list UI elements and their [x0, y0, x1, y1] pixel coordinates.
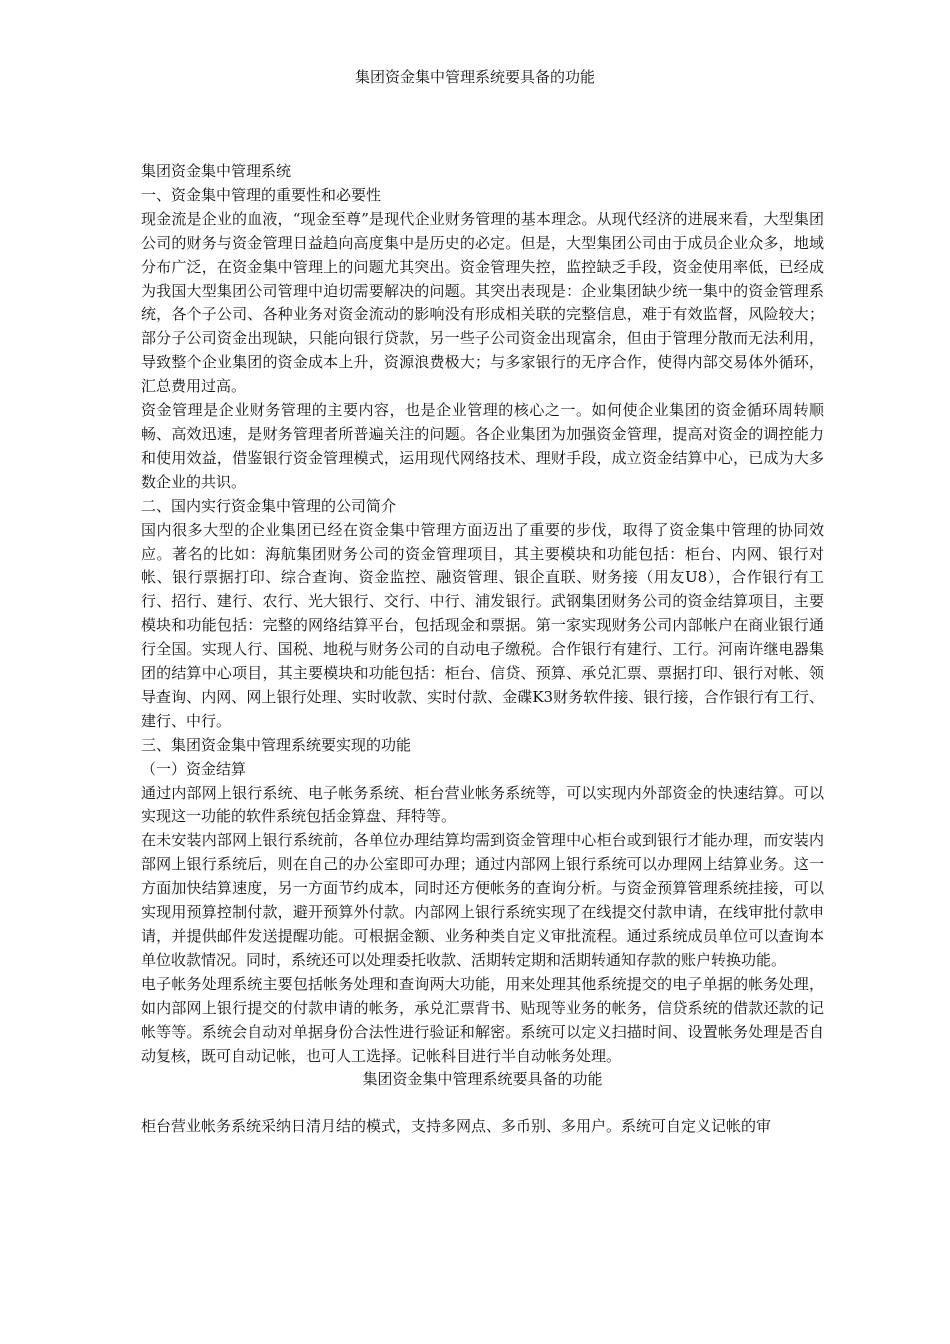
section-3-paragraph-2: 在未安装内部网上银行系统前，各单位办理结算均需到资金管理中心柜台或到银行才能办理，而安装内部网上银行系统后，则在自己的办公室即可办理；通过内部网上银行系统可以办理网上结算业务。这一方面加快结算速度，另一方面节约成本，同时还方便帐务的查询分析。与资金预算管理系统挂接，可以实现用预算控制付款，避开预算外付款。内部网上银行系统实现了在线提交付款申请，在线审批付款申请，并提供邮件发送提醒功能。可根据金额、业务种类自定义审批流程。通过系统成员单位可以查询本单位收款情况。同时，系统还可以处理委托收款、活期转定期和活期转通知存款的账户转换功能。: [141, 831, 824, 969]
repeated-title: 集团资金集中管理系统要具备的功能: [362, 1070, 603, 1089]
section-1-paragraph-2: 资金管理是企业财务管理的主要内容，也是企业管理的核心之一。如何使企业集团的资金循环周转顺畅、高效迅速，是财务管理者所普遍关注的问题。各企业集团为加强资金管理，提高对资金的调控能力和使用效益，借鉴银行资金管理模式，运用现代网络技术、理财手段，成立资金结算中心，已成为大多数企业的共识。: [141, 401, 824, 491]
section-2-paragraph-1: 国内很多大型的企业集团已经在资金集中管理方面迈出了重要的步伐，取得了资金集中管理的协同效应。著名的比如：海航集团财务公司的资金管理项目，其主要模块和功能包括：柜台、内网、银行对帐、银行票据打印、综合查询、资金监控、融资管理、银企直联、财务接（用友U8），合作银行有工行、招行、建行、农行、光大银行、交行、中行、浦发银行。武钢集团财务公司的资金结算项目，主要模块和功能包括：完整的网络结算平台，包括现金和票据。第一家实现财务公司内部帐户在商业银行通行全国。实现人行、国税、地税与财务公司的自动电子缴税。合作银行有建行、工行。河南许继电器集团的结算中心项目，其主要模块和功能包括：柜台、信贷、预算、承兑汇票、票据打印、银行对帐、领导查询、内网、网上银行处理、实时收款、实时付款、金碟K3财务软件接、银行接，合作银行有工行、建行、中行。: [141, 520, 824, 730]
document-body: [141, 160, 824, 1139]
section-1-heading: 一、资金集中管理的重要性和必要性: [141, 185, 382, 204]
spacer: [141, 1092, 824, 1115]
section-1-paragraph-1: 现金流是企业的血液，“现金至尊”是现代企业财务管理的基本理念。从现代经济的进展来看，大型集团公司的财务与资金管理日益趋向高度集中是历史的必定。但是，大型集团公司由于成员企业众多，地域分布广泛，在资金集中管理上的问题尤其突出。资金管理失控，监控缺乏手段，资金使用率低，已经成为我国大型集团公司管理中迫切需要解决的问题。其突出表现是：企业集团缺少统一集中的资金管理系统，各个子公司、各种业务对资金流动的影响没有形成相关联的完整信息，难于有效监督，风险较大；部分子公司资金出现缺，只能向银行贷款，另一些子公司资金出现富余，但由于管理分散而无法利用，导致整个企业集团的资金成本上升，资源浪费极大；与多家银行的无序合作，使得内部交易体外循环，汇总费用过高。: [141, 209, 824, 396]
section-2-heading: 二、国内实行资金集中管理的公司简介: [141, 496, 397, 515]
section-3-heading: 三、集团资金集中管理系统要实现的功能: [141, 735, 412, 754]
last-paragraph: 柜台营业帐务系统采纳日清月结的模式，支持多网点、多币别、多用户。系统可自定义记帐的审: [141, 1117, 772, 1136]
page-header-title: 集团资金集中管理系统要具备的功能: [354, 68, 595, 86]
document-title: 集团资金集中管理系统: [141, 162, 292, 180]
section-3-paragraph-3: 电子帐务处理系统主要包括帐务处理和查询两大功能，用来处理其他系统提交的电子单据的帐务处理，如内部网上银行提交的付款申请的帐务，承兑汇票背书、贴现等业务的帐务，信贷系统的借款还款的记帐等等。系统会自动对单据身份合法性进行验证和解密。系统可以定义扫描时间、设置帐务处理是否自动复核，既可自动记帐，也可人工选择。记帐科目进行半自动帐务处理。: [141, 974, 824, 1065]
section-3-subheading: （一）资金结算: [141, 759, 247, 778]
section-3-paragraph-1: 通过内部网上银行系统、电子帐务系统、柜台营业帐务系统等，可以实现内外部资金的快速结算。可以实现这一功能的软件系统包括金算盘、拜特等。: [141, 783, 824, 826]
